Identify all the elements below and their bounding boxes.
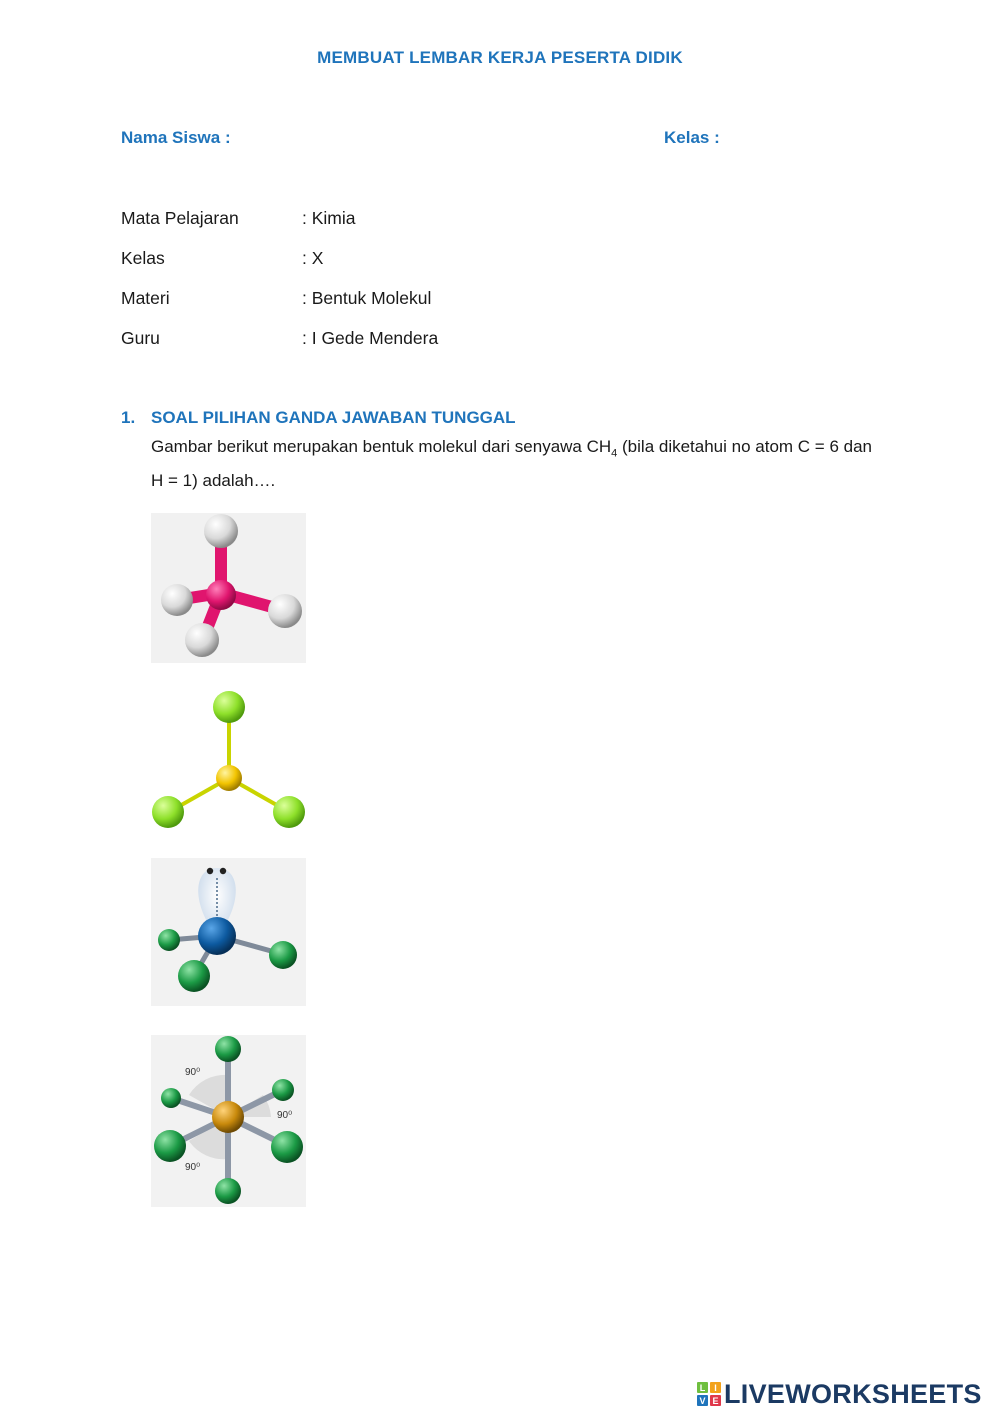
question-number: 1. <box>121 408 136 427</box>
answer-option-b[interactable] <box>151 688 306 833</box>
answer-option-c[interactable] <box>151 858 306 1006</box>
answer-option-a[interactable] <box>151 513 306 663</box>
trigonal-pyramidal-molecule-icon <box>151 858 306 1006</box>
tetrahedral-molecule-icon <box>151 513 306 663</box>
page-title: MEMBUAT LEMBAR KERJA PESERTA DIDIK <box>317 48 683 67</box>
student-class-label: Kelas : <box>664 128 720 147</box>
info-label: Mata Pelajaran <box>121 208 239 228</box>
octahedral-molecule-icon <box>151 1035 306 1207</box>
svg-text:I: I <box>714 1383 717 1393</box>
info-value: : Kimia <box>302 208 356 228</box>
trigonal-planar-molecule-icon <box>151 688 306 833</box>
formula-subscript: 4 <box>611 447 618 460</box>
svg-text:E: E <box>712 1396 719 1406</box>
info-label: Guru <box>121 328 160 348</box>
student-name-label: Nama Siswa : <box>121 128 231 147</box>
angle-label: 90⁰ <box>185 1162 201 1173</box>
liveworksheets-logo-icon <box>697 1382 721 1406</box>
answer-option-d[interactable] <box>151 1035 306 1207</box>
info-value: : X <box>302 248 324 268</box>
info-value: : I Gede Mendera <box>302 328 439 348</box>
angle-label: 90⁰ <box>185 1067 201 1078</box>
brand-wordmark: LIVEWORKSHEETS <box>724 1378 982 1409</box>
svg-text:L: L <box>699 1383 706 1393</box>
question-text-part: (bila diketahui no atom C = 6 dan H = 1) adalah…. <box>151 437 872 491</box>
question-text-part: Gambar berikut merupakan bentuk molekul dari senyawa CH <box>151 437 612 456</box>
info-value: : Bentuk Molekul <box>302 288 432 308</box>
question-heading: SOAL PILIHAN GANDA JAWABAN TUNGGAL <box>151 408 516 427</box>
svg-text:V: V <box>699 1396 706 1406</box>
info-label: Materi <box>121 288 170 308</box>
liveworksheets-footer <box>697 1376 982 1412</box>
question-text <box>151 433 881 494</box>
info-label: Kelas <box>121 248 165 268</box>
angle-label: 90⁰ <box>277 1110 293 1121</box>
